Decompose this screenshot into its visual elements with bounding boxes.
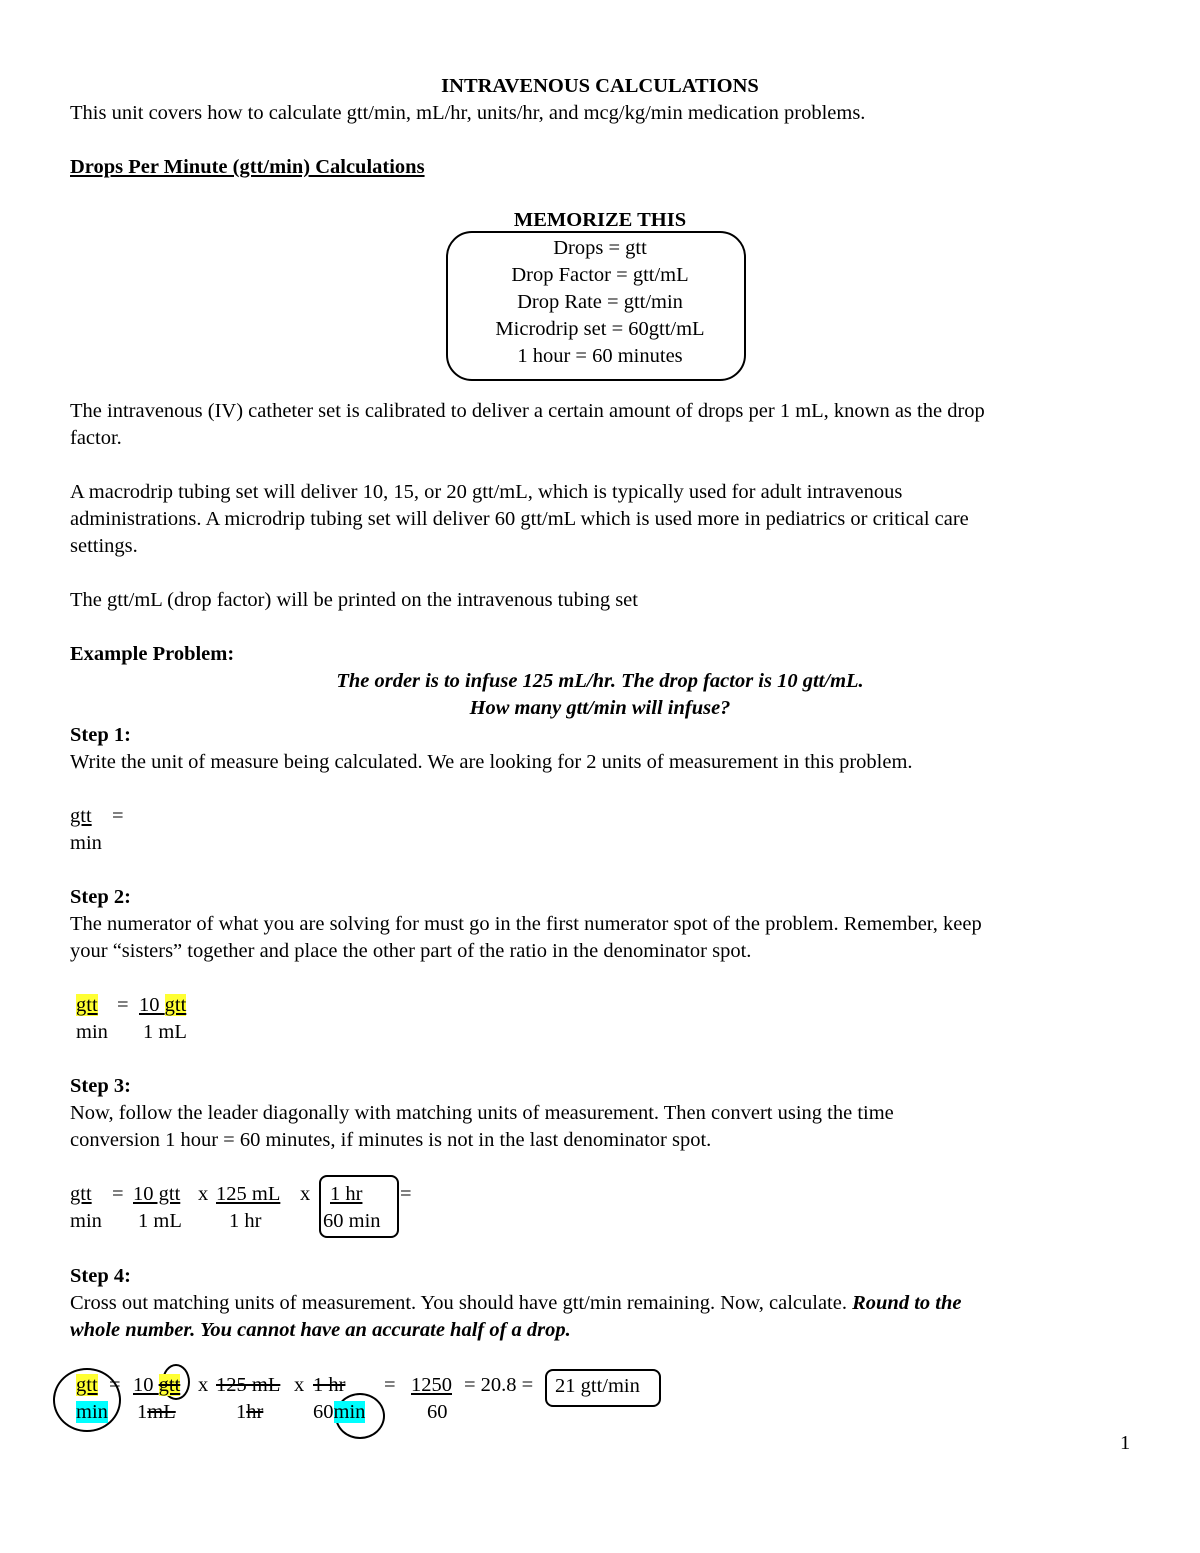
fraction-numerator: gtt [70, 805, 92, 827]
paragraph-line: factor. [70, 427, 122, 449]
memorize-line: Drop Rate = gtt/min [517, 291, 683, 313]
memorize-heading: MEMORIZE THIS [513, 209, 687, 231]
highlighted-unit: gtt [164, 994, 187, 1016]
section-heading: Drops Per Minute (gtt/min) Calculations [70, 156, 425, 178]
multiply-sign: x [294, 1374, 305, 1396]
paragraph-line: settings. [70, 535, 138, 557]
paragraph-line: A macrodrip tubing set will deliver 10, 15, or 20 gtt/mL, which is typically used for adult intravenous [70, 481, 903, 503]
multiply-sign: x [300, 1183, 311, 1205]
equals-sign: = [112, 805, 124, 827]
fraction-denominator [76, 1402, 108, 1423]
fraction-numerator [139, 995, 186, 1016]
fraction-numerator [133, 1375, 180, 1396]
cancelled-numerator: 125 mL [216, 1374, 281, 1396]
example-problem: The order is to infuse 125 mL/hr. The drop factor is 10 gtt/mL. [336, 670, 864, 692]
fraction-denominator: 60 min [323, 1210, 381, 1232]
example-problem: How many gtt/min will infuse? [469, 697, 731, 719]
highlighted-unit: min [333, 1401, 366, 1423]
intro-text: This unit covers how to calculate gtt/min, mL/hr, units/hr, and mcg/kg/min medication problems. [70, 102, 866, 124]
step-label: Step 3: [70, 1075, 131, 1097]
step-text-plain: Cross out matching units of measurement. You should have gtt/min remaining. Now, calculate. [70, 1292, 847, 1314]
equals-sign: = [109, 1374, 121, 1396]
step-text: Write the unit of measure being calculated. We are looking for 2 units of measurement in this problem. [70, 751, 913, 773]
final-answer: 21 gtt/min [555, 1375, 640, 1397]
memorize-line: Drop Factor = gtt/mL [511, 264, 689, 286]
multiply-sign: x [198, 1183, 209, 1205]
fraction-denominator [236, 1402, 263, 1423]
step-text: Now, follow the leader diagonally with matching units of measurement. Then convert using the time [70, 1102, 894, 1124]
cancelled-unit: gtt [158, 1374, 181, 1396]
memorize-line: 1 hour = 60 minutes [517, 345, 683, 367]
cancelled-unit: mL [147, 1401, 176, 1423]
step-label: Step 2: [70, 886, 131, 908]
paragraph-line: administrations. A microdrip tubing set will deliver 60 gtt/mL which is used more in pediatrics or critical care [70, 508, 969, 530]
example-label: Example Problem: [70, 643, 235, 665]
fraction-denominator: min [76, 1021, 108, 1043]
fraction-denominator: 1 mL [143, 1021, 187, 1043]
numerator-value: 10 [133, 1374, 154, 1396]
equals-sign: = [112, 1183, 124, 1205]
fraction-denominator: 1 hr [229, 1210, 262, 1232]
fraction-numerator: 10 gtt [133, 1183, 181, 1205]
highlighted-unit: min [76, 1401, 108, 1423]
denominator-value: 1 [236, 1401, 247, 1423]
intermediate-result: = 20.8 = [464, 1374, 534, 1396]
fraction-numerator: 1250 [411, 1374, 452, 1396]
step-text-emphasis: Round to the [852, 1292, 962, 1314]
denominator-value: 60 [313, 1401, 334, 1423]
step-label: Step 4: [70, 1265, 131, 1287]
fraction-denominator: 1 mL [138, 1210, 182, 1232]
equals-sign: = [400, 1183, 412, 1205]
paragraph-line: The gtt/mL (drop factor) will be printed on the intravenous tubing set [70, 589, 638, 611]
multiply-sign: x [198, 1374, 209, 1396]
fraction-denominator: min [70, 1210, 102, 1232]
highlighted-unit: gtt [76, 1374, 98, 1396]
denominator-value: 1 [137, 1401, 148, 1423]
step-text-emphasis: whole number. You cannot have an accurate half of a drop. [70, 1319, 571, 1341]
step-text: your “sisters” together and place the other part of the ratio in the denominator spot. [70, 940, 752, 962]
fraction-denominator: 60 [427, 1401, 448, 1423]
step-text: The numerator of what you are solving for must go in the first numerator spot of the problem. Remember, keep [70, 913, 982, 935]
fraction-numerator: 1 hr [330, 1183, 363, 1205]
numerator-value: 10 [139, 994, 160, 1016]
cancelled-unit: hr [246, 1401, 264, 1423]
fraction-numerator: gtt [70, 1183, 92, 1205]
highlighted-unit: gtt [76, 994, 98, 1016]
fraction-denominator [313, 1402, 365, 1423]
memorize-line: Drops = gtt [553, 237, 647, 259]
page-number: 1 [1120, 1432, 1131, 1454]
paragraph-line: The intravenous (IV) catheter set is calibrated to deliver a certain amount of drops per 1 mL, known as the drop [70, 400, 985, 422]
step-text: conversion 1 hour = 60 minutes, if minutes is not in the last denominator spot. [70, 1129, 712, 1151]
cancelled-numerator: 1 hr [313, 1374, 346, 1396]
fraction-numerator [76, 1375, 106, 1396]
equals-sign: = [117, 994, 129, 1016]
fraction-denominator [137, 1402, 176, 1423]
fraction-numerator [76, 995, 114, 1016]
memorize-line: Microdrip set = 60gtt/mL [495, 318, 705, 340]
page-title: INTRAVENOUS CALCULATIONS [441, 75, 759, 97]
equals-sign: = [384, 1374, 396, 1396]
fraction-numerator: 125 mL [216, 1183, 281, 1205]
step-text [70, 1293, 961, 1314]
step-label: Step 1: [70, 724, 131, 746]
fraction-denominator: min [70, 832, 102, 854]
